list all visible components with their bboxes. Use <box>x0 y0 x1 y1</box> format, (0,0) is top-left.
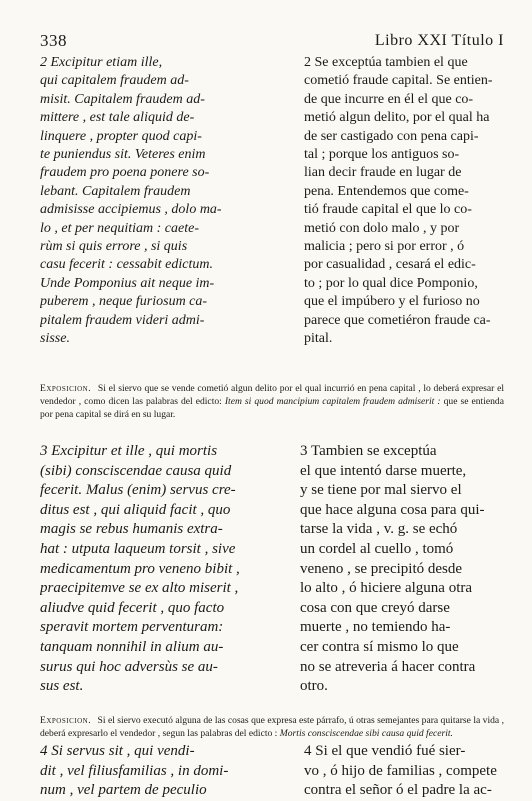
section-3-columns <box>40 442 504 697</box>
note-text: Si el siervo executó alguna de las cosas que expresa este párrafo, ú otras semejantes para quitarse la vida , deberá expresarlo el vendedor , segun las palabras del edicto : <box>40 715 504 739</box>
exposition-note-section-2 <box>40 382 504 421</box>
spanish-text-section-4: 4 Si el que vendió fué sier- vo , ó hijo de familias , compete contra el señor ó el padre la ac- <box>304 743 497 799</box>
spanish-text-section-2: 2 Se exceptúa tambien el que cometió fraude capital. Se entien- de que incurre en él el que co- metió algun delito, por el qual ha de ser castigado con pena capi- tal ; porque los antiguos so- lian decir fraude en lugar de pena. Entendemos que come- tió fraude capital el que lo co- metió con dolo malo , y por malicia ; pero si por error , ó por casualidad , cesará el edic- to ; por lo qual dice Pomponio, que el impúbero y el furioso no parece que cometiéron fraude ca- pital. <box>304 55 493 347</box>
latin-text-section-4: 4 Si servus sit , qui vendi- dit , vel filiusfamilias , in domi- num , vel partem de peculio <box>40 743 229 799</box>
note-quote: Item si quod mancipium capitalem fraudem admiserit : <box>224 396 441 407</box>
running-title: Libro XXI Título I <box>374 32 504 49</box>
spanish-text-section-3: 3 Tambien se exceptúa el que intentó darse muerte, y se tiene por mal siervo el que hace alguna cosa para qui- tarse la vida , v. g. se echó un cordel al cuello , tomó veneno , se precipitó desde lo alto , ó hiciere alguna otra cosa con que creyó darse muerte , no temiendo ha- cer contra sí mismo lo que no se atreveria á hacer contra otro. <box>300 443 485 695</box>
page-number: 338 <box>40 31 67 50</box>
note-text: Si el siervo que se vende cometió algun delito por el qual incurrió en pena capital , lo deberá expresar el vendedor , como dicen las palabras del edicto: <box>40 383 505 407</box>
note-label: Exposicion. <box>40 383 92 394</box>
page-header <box>40 30 504 52</box>
note-quote: Mortis consciscendae sibi causa quid fecerit. <box>279 728 453 739</box>
latin-text-section-3: 3 Excipitur et ille , qui mortis (sibi) consciscendae causa quid fecerit. Malus (enim) servus cre- ditus est , qui aliquid facit , quo magis se rebus humanis extra- hat : utputa laqueum torsit , sive medicamentum pro veneno bibit , praecipitemve se ex alto miserit , aliudve quid fecerit , quo facto speravit mortem perventuram: tanquam nonnihil in alium au- surus qui hoc adversùs se au- sus est. <box>40 443 240 695</box>
note-label: Exposicion. <box>40 715 92 726</box>
latin-text-section-2: 2 Excipitur etiam ille, qui capitalem fraudem ad- misit. Capitalem fraudem ad- mittere , est tale aliquid de- linquere , propter quod capi- te puniendus sit. Veteres enim fraudem pro poena ponere so- lebant. Capitalem fraudem admisisse accipiemus , dolo ma- lo , et per nequitiam : caete- rùm si quis errore , si quis casu fecerit : cessabit edictum. Unde Pomponius ait neque im- puberem , neque furiosum ca- pitalem fraudem videri admi- sisse. <box>40 55 222 347</box>
section-2-columns <box>40 54 504 349</box>
exposition-note-section-3 <box>40 714 504 740</box>
note-tail: que se entienda por pena capital se dirá en su lugar. <box>40 396 504 420</box>
section-4-columns <box>40 742 504 801</box>
